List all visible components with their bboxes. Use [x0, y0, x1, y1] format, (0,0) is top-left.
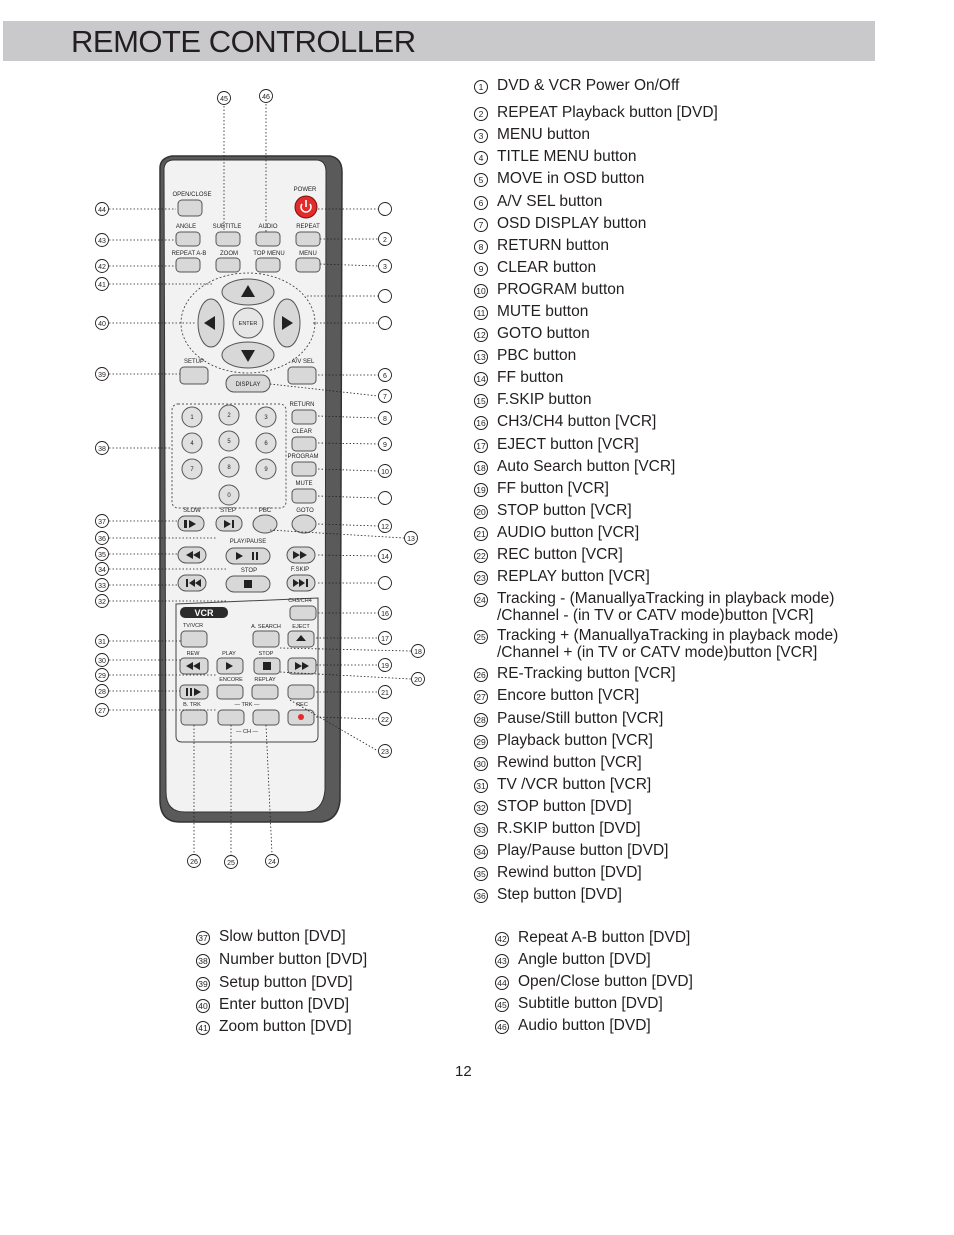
legend-label: REPEAT Playback button [DVD]: [497, 104, 718, 121]
digit-label: 0: [227, 493, 231, 499]
callout-number: 1: [474, 80, 488, 94]
legend-label: Audio button [DVD]: [518, 1017, 651, 1034]
return-button: [292, 410, 316, 424]
vcr-pause-icon: [186, 688, 188, 696]
callout-right-number: 18: [414, 649, 422, 656]
callout-left-number: 32: [98, 599, 106, 606]
callout-number: 39: [196, 977, 210, 991]
legend-label: Setup button [DVD]: [219, 974, 353, 991]
callout-number: 27: [474, 690, 488, 704]
digit-label: 1: [190, 415, 194, 421]
goto-label: GOTO: [296, 508, 314, 514]
callout-number: 40: [196, 999, 210, 1013]
callout-left-number: 29: [98, 673, 106, 680]
b-trk-button: [181, 710, 207, 725]
callout-left-number: 30: [98, 658, 106, 665]
replay-label: REPLAY: [254, 677, 276, 683]
open-close-label: OPEN/CLOSE: [172, 192, 212, 198]
callout-left-number: 28: [98, 689, 106, 696]
callout-number: 38: [196, 954, 210, 968]
top-menu-label: TOP MENU: [253, 251, 285, 257]
callout-right-number: 16: [381, 611, 389, 618]
callout-right-number: 9: [383, 442, 387, 449]
callout-right-number: 13: [407, 536, 415, 543]
callout-right-number: 14: [381, 554, 389, 561]
callout-number: 37: [196, 931, 210, 945]
callout-left-number: 34: [98, 567, 106, 574]
a-search-label: A. SEARCH: [251, 624, 281, 630]
callout-number: 41: [196, 1021, 210, 1035]
callout-right-number: 21: [381, 690, 389, 697]
open-close-button: [178, 200, 202, 216]
callout-number: 25: [474, 630, 488, 644]
callout-number: 6: [474, 196, 488, 210]
trk-minus-button: [218, 710, 244, 725]
setup-button: [180, 367, 208, 384]
play-pause-button: [226, 548, 270, 564]
callout-right-number: 7: [383, 394, 387, 401]
setup-label: SETUP: [183, 359, 205, 365]
callout-left-number: 39: [98, 372, 106, 379]
clear-label: CLEAR: [291, 429, 313, 435]
replay-button: [252, 685, 278, 699]
callout-left-number: 37: [98, 519, 106, 526]
legend-label: Open/Close button [DVD]: [518, 973, 693, 990]
clear-button: [292, 437, 316, 451]
legend-label: DVD & VCR Power On/Off: [497, 77, 680, 94]
callout-number: 44: [495, 976, 509, 990]
callout-left-number: 36: [98, 536, 106, 543]
stop-icon: [244, 580, 252, 588]
callout-number: 10: [474, 284, 488, 298]
callout-number: 18: [474, 461, 488, 475]
callout-number: 43: [495, 954, 509, 968]
callout-number: 21: [474, 527, 488, 541]
legend-label: RE-Tracking button [VCR]: [497, 665, 676, 682]
row3-button-1: [176, 258, 200, 272]
eject-label: EJECT: [292, 624, 310, 630]
pbc-button: [253, 515, 277, 533]
callout-number: 45: [495, 998, 509, 1012]
callout-number: 5: [474, 173, 488, 187]
digit-label: 4: [190, 441, 194, 447]
legend-label: TITLE MENU button: [497, 148, 637, 165]
callout-number: 3: [474, 129, 488, 143]
legend-label: EJECT button [VCR]: [497, 436, 639, 453]
callout-bottom-number: 26: [190, 859, 198, 866]
callout-number: 12: [474, 328, 488, 342]
digit-label: 7: [190, 467, 194, 473]
row3-button-3: [256, 258, 280, 272]
callout-right-number: 8: [383, 416, 387, 423]
pbc-label: PBC: [258, 508, 272, 514]
legend-label: F.SKIP button: [497, 391, 592, 408]
audio-label: AUDIO: [258, 224, 278, 230]
callout-left-number: 44: [98, 207, 106, 214]
callout-number: 11: [474, 306, 488, 320]
callout-bottom-number: 24: [268, 859, 276, 866]
callout-number: 46: [495, 1020, 509, 1034]
legend-label: Pause/Still button [VCR]: [497, 710, 664, 727]
callout-right-number: 2: [383, 237, 387, 244]
vcr-stop-label: STOP: [258, 651, 274, 657]
ch3-ch4-button: [290, 606, 316, 620]
digit-label: 5: [227, 439, 231, 445]
rec-label: REC: [296, 702, 308, 708]
legend-label: Slow button [DVD]: [219, 928, 346, 945]
legend-label: Zoom button [DVD]: [219, 1018, 352, 1035]
goto-button: [292, 515, 316, 533]
callout-number: 19: [474, 483, 488, 497]
av-sel-label: A/V SEL: [291, 359, 315, 365]
legend-label: CLEAR button: [497, 259, 597, 276]
row2-button-3: [256, 232, 280, 246]
callout-number: 32: [474, 801, 488, 815]
rec-icon: [298, 714, 304, 720]
callout-left-number: 31: [98, 639, 106, 646]
callout-right: [379, 203, 392, 216]
menu-label: MENU: [299, 251, 317, 257]
slow-icon: [184, 520, 187, 528]
legend-label: STOP button [VCR]: [497, 502, 632, 519]
mute-button: [292, 489, 316, 503]
callout-number: 30: [474, 757, 488, 771]
power-label: POWER: [293, 187, 317, 193]
ch3-ch4-label: CH3/CH4: [288, 598, 312, 604]
legend-label: PBC button: [497, 347, 577, 364]
legend-label-line2: /Channel + (in TV or CATV mode)button [VCR]: [497, 644, 818, 661]
callout-left-number: 33: [98, 583, 106, 590]
legend-label: Number button [DVD]: [219, 951, 368, 968]
tv-vcr-label: TV/VCR: [182, 623, 204, 629]
encore-label: ENCORE: [219, 677, 243, 683]
legend-label: REC button [VCR]: [497, 546, 623, 563]
callout-number: 22: [474, 549, 488, 563]
callout-number: 33: [474, 823, 488, 837]
row2-button-2: [216, 232, 240, 246]
legend-label: MOVE in OSD button: [497, 170, 645, 187]
callout-right-number: 17: [381, 636, 389, 643]
digit-label: 2: [227, 413, 231, 419]
step-icon-bar: [232, 520, 234, 528]
callout-left-number: 27: [98, 708, 106, 715]
tv-vcr-button: [181, 631, 207, 647]
row3-button-2: [216, 258, 240, 272]
legend-label: Rewind button [DVD]: [497, 864, 642, 881]
repeat-ab-label: REPEAT A-B: [171, 251, 207, 257]
vcr-stop-icon: [263, 662, 271, 670]
callout-number: 8: [474, 240, 488, 254]
trk-plus-button: [253, 710, 279, 725]
callout-top-number: 45: [220, 96, 228, 103]
legend-label: FF button [VCR]: [497, 480, 609, 497]
callout-number: 36: [474, 889, 488, 903]
legend-label: OSD DISPLAY button: [497, 215, 647, 232]
display-label: DISPLAY: [235, 382, 261, 388]
legend-label: Tracking + (ManuallyaTracking in playback mode): [497, 627, 839, 644]
vcr-badge-label: VCR: [194, 608, 214, 618]
subtitle-label: SUBTITLE: [212, 224, 242, 230]
mute-label: MUTE: [295, 481, 313, 487]
callout-number: 16: [474, 416, 488, 430]
digit-label: 9: [264, 467, 268, 473]
legend-label: STOP button [DVD]: [497, 798, 632, 815]
callout-right: [379, 317, 392, 330]
return-label: RETURN: [289, 402, 315, 408]
callout-number: 17: [474, 439, 488, 453]
callout-number: 13: [474, 350, 488, 364]
callout-number: 28: [474, 713, 488, 727]
legend-label: TV /VCR button [VCR]: [497, 776, 652, 793]
callout-left-number: 43: [98, 238, 106, 245]
callout-left-number: 40: [98, 321, 106, 328]
callout-number: 42: [495, 932, 509, 946]
rew-label: REW: [186, 651, 200, 657]
legend-label-line2: /Channel - (in TV or CATV mode)button [VCR]: [497, 607, 814, 624]
callout-number: 14: [474, 372, 488, 386]
callout-right-number: 23: [381, 749, 389, 756]
pause-icon-2: [256, 552, 258, 560]
callout-number: 23: [474, 571, 488, 585]
program-button: [292, 462, 316, 476]
trk-label: — TRK —: [234, 702, 260, 708]
page-title: REMOTE CONTROLLER: [71, 24, 416, 59]
callout-number: 7: [474, 218, 488, 232]
pause-icon: [252, 552, 254, 560]
step-label: STEP: [220, 508, 236, 514]
callout-right-number: 10: [381, 469, 389, 476]
legend-label: GOTO button: [497, 325, 590, 342]
ch-label: — CH —: [236, 729, 258, 735]
callout-number: 29: [474, 735, 488, 749]
callout-right-number: 22: [381, 717, 389, 724]
a-search-button: [253, 631, 279, 647]
legend-label: R.SKIP button [DVD]: [497, 820, 641, 837]
program-label: PROGRAM: [287, 454, 319, 460]
r-skip-icon-bar: [186, 579, 188, 587]
callout-right: [379, 290, 392, 303]
av-sel-button: [288, 367, 316, 384]
legend-label: MENU button: [497, 126, 591, 143]
callout-right-number: 3: [383, 264, 387, 271]
legend-label: CH3/CH4 button [VCR]: [497, 413, 657, 430]
legend-label: Encore button [VCR]: [497, 687, 640, 704]
repeat-label: REPEAT: [296, 224, 320, 230]
legend-label: RETURN button: [497, 237, 609, 254]
callout-number: 15: [474, 394, 488, 408]
callout-right-number: 6: [383, 373, 387, 380]
callout-right: [379, 492, 392, 505]
f-skip-icon-bar: [306, 579, 308, 587]
callout-right-number: 12: [381, 524, 389, 531]
callout-right: [379, 577, 392, 590]
callout-number: 2: [474, 107, 488, 121]
enter-label: ENTER: [238, 321, 258, 327]
callout-left-number: 38: [98, 446, 106, 453]
vcr-pause-icon-2: [190, 688, 192, 696]
angle-label: ANGLE: [175, 224, 197, 230]
slow-label: SLOW: [183, 508, 201, 514]
page-number: 12: [455, 1063, 472, 1080]
legend-label: AUDIO button [VCR]: [497, 524, 640, 541]
legend-label: Play/Pause button [DVD]: [497, 842, 669, 859]
legend-label: Tracking - (ManuallyaTracking in playback mode): [497, 590, 835, 607]
legend-label: Rewind button [VCR]: [497, 754, 642, 771]
legend-label: Enter button [DVD]: [219, 996, 350, 1013]
vcr-audio-button: [288, 685, 314, 699]
callout-bottom-number: 25: [227, 860, 235, 867]
legend-label: PROGRAM button: [497, 281, 625, 298]
legend-label: Auto Search button [VCR]: [497, 458, 676, 475]
legend-label: Step button [DVD]: [497, 886, 622, 903]
callout-number: 34: [474, 845, 488, 859]
callout-number: 20: [474, 505, 488, 519]
legend-label: MUTE button: [497, 303, 589, 320]
digit-label: 8: [227, 465, 231, 471]
f-skip-label: F.SKIP: [290, 567, 310, 573]
callout-number: 31: [474, 779, 488, 793]
callout-number: 24: [474, 593, 488, 607]
legend-label: Subtitle button [DVD]: [518, 995, 663, 1012]
play-label: PLAY: [222, 651, 236, 657]
row2-button-4: [296, 232, 320, 246]
legend-label: Playback button [VCR]: [497, 732, 653, 749]
callout-left-number: 35: [98, 552, 106, 559]
callout-number: 35: [474, 867, 488, 881]
legend-label: Angle button [DVD]: [518, 951, 651, 968]
row3-button-4: [296, 258, 320, 272]
encore-button: [217, 685, 243, 699]
callout-number: 4: [474, 151, 488, 165]
callout-left-number: 41: [98, 282, 106, 289]
row2-button-1: [176, 232, 200, 246]
legend-label: REPLAY button [VCR]: [497, 568, 650, 585]
callout-left-number: 42: [98, 264, 106, 271]
b-trk-label: B. TRK: [183, 702, 201, 708]
digit-label: 6: [264, 441, 268, 447]
callout-right-number: 19: [381, 663, 389, 670]
digit-label: 3: [264, 415, 268, 421]
legend-label: FF button: [497, 369, 564, 386]
legend-label: A/V SEL button: [497, 193, 603, 210]
stop-label: STOP: [240, 568, 258, 574]
legend-label: Repeat A-B button [DVD]: [518, 929, 691, 946]
callout-top-number: 46: [262, 94, 270, 101]
callout-number: 26: [474, 668, 488, 682]
zoom-label: ZOOM: [220, 251, 238, 257]
callout-number: 9: [474, 262, 488, 276]
play-pause-label: PLAY/PAUSE: [229, 539, 267, 545]
callout-right-number: 20: [414, 677, 422, 684]
